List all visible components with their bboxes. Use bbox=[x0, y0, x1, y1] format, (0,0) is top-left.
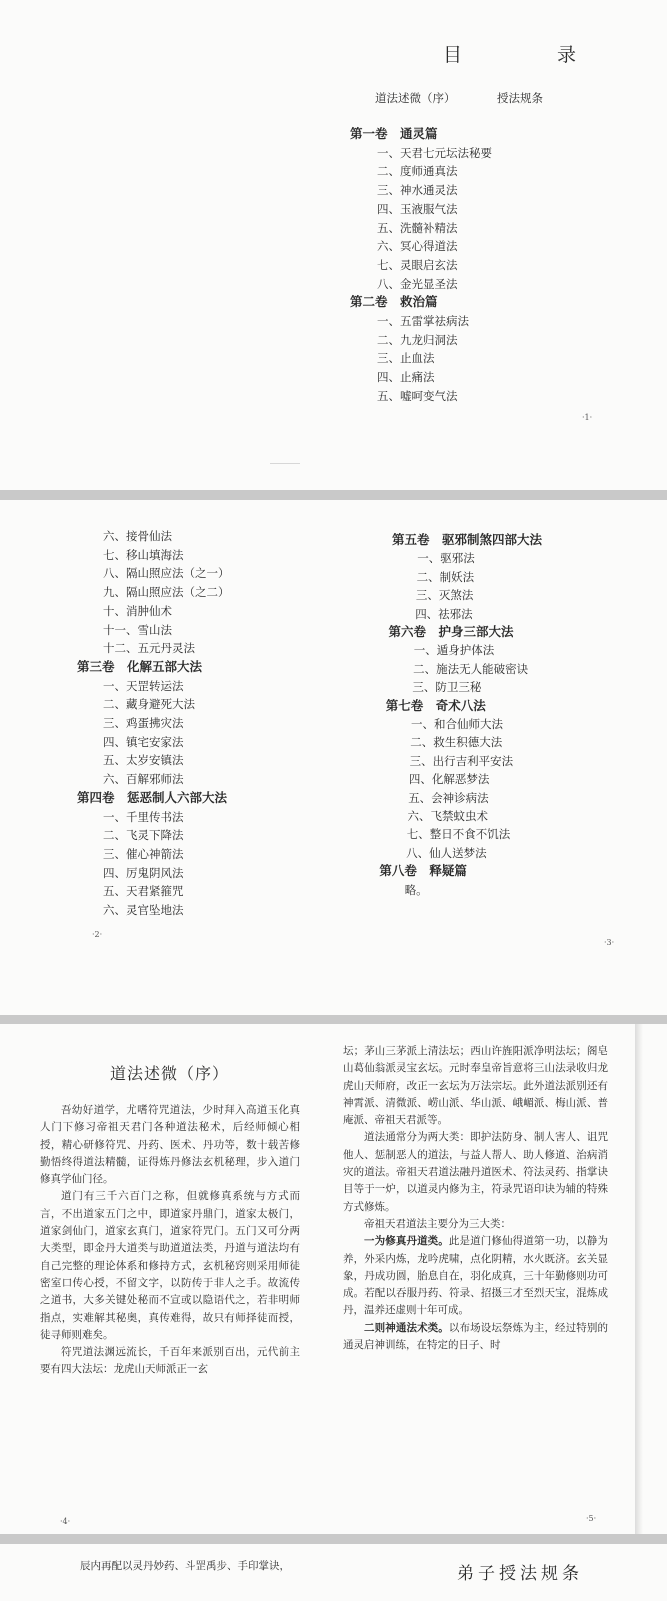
volume-heading: 第四卷 惩恶制人六部大法 bbox=[77, 789, 228, 805]
page-number-right: ·3· bbox=[604, 938, 615, 947]
toc-entry: 七、移山填海法 bbox=[103, 547, 184, 562]
toc-entry: 六、灵官坠地法 bbox=[103, 903, 184, 917]
toc-entry: 五、太岁安镇法 bbox=[103, 753, 184, 768]
preface-left-column bbox=[40, 1102, 300, 1379]
toc-entry: 七、灵眼启玄法 bbox=[377, 257, 458, 272]
toc-entry: 一、千里传书法 bbox=[103, 809, 184, 824]
toc-entry: 一、五雷掌祛病法 bbox=[377, 314, 469, 328]
toc-entry: 九、隔山照应法（之二） bbox=[103, 585, 230, 600]
toc-entry: 二、施法无人能破密诀 bbox=[413, 661, 529, 676]
toc-entry: 六、接骨仙法 bbox=[103, 529, 172, 543]
preface-title: 道法述微（序） bbox=[110, 1064, 230, 1083]
volume-heading: 第三卷 化解五部大法 bbox=[77, 658, 203, 674]
toc-entry: 二、制妖法 bbox=[416, 569, 475, 584]
page-number-left: ·2· bbox=[92, 930, 103, 939]
toc-entry: 八、仙人送梦法 bbox=[406, 845, 487, 860]
toc-preface-entry: 道法述微（序） bbox=[375, 91, 456, 105]
toc-entry: 六、百解邪师法 bbox=[103, 772, 184, 787]
toc-entry: 四、化解恶梦法 bbox=[408, 772, 490, 787]
toc-entry: 四、止痛法 bbox=[377, 370, 435, 385]
page-number-right: ·5· bbox=[586, 1514, 597, 1523]
toc-entry: 一、和合仙师大法 bbox=[411, 717, 503, 731]
page-edge-shadow bbox=[635, 1024, 643, 1534]
volume-heading: 第七卷 奇术八法 bbox=[385, 697, 486, 713]
body-text-line: 辰内再配以灵丹妙药、斗罡禹步、手印掌诀， bbox=[80, 1560, 290, 1572]
preface-paragraph: 道法通常分为两大类：即护法防身、制人害人、诅咒他人、惩制恶人的道法，与益人帮人、助人修道、治病消灾的道法。帝祖天君道法融丹道医术、符法灵药、指掌诀目等于一炉，以道灵内修为主，符录咒语印诀为辅的特殊方式修炼。 bbox=[343, 1131, 608, 1213]
preface-paragraph: 二则神通法术类。以布场设坛祭炼为主，经过特别的通灵启神训练，在特定的日子、时 bbox=[343, 1321, 609, 1352]
toc-entry: 六、冥心得道法 bbox=[377, 239, 458, 254]
toc-page-1 bbox=[0, 0, 667, 490]
page-fold-mark bbox=[270, 463, 300, 464]
toc-entry: 八、金光显圣法 bbox=[377, 276, 458, 291]
toc-entry: 八、隔山照应法（之一） bbox=[103, 566, 230, 581]
toc-entry: 三、鸡蛋拂灾法 bbox=[103, 716, 184, 730]
toc-entry: 略。 bbox=[404, 882, 428, 897]
toc-entry: 三、催心神箭法 bbox=[103, 846, 184, 861]
volume-heading: 第五卷 驱邪制煞四部大法 bbox=[392, 532, 543, 547]
toc-entry: 十一、雪山法 bbox=[103, 622, 172, 637]
paragraph-lead: 二则神通法术类。 bbox=[364, 1321, 449, 1334]
page-number-left: ·4· bbox=[60, 1517, 71, 1526]
preface-right-column bbox=[343, 1043, 608, 1354]
preface-paragraph: 吾幼好道学，尤嗜符咒道法，少时拜入高道玉化真人门下修习帝祖天君门各种道法秘术，后经师倾心相授，精心研修符咒、丹药、医术、丹功等，数十载苦修勤悟终得道法精髓，证得炼丹修法玄机秘理，步入道门修真学仙门径。 bbox=[40, 1104, 300, 1186]
toc-entry: 四、镇宅安家法 bbox=[103, 734, 184, 749]
volume-heading: 第八卷 释疑篇 bbox=[379, 863, 467, 879]
toc-entry: 一、天君七元坛法秘要 bbox=[377, 145, 492, 160]
page-number: ·1· bbox=[582, 413, 593, 422]
toc-entry: 三、防卫三秘 bbox=[412, 680, 482, 695]
rules-heading: 弟子授法规条 bbox=[457, 1564, 583, 1584]
toc-entry: 五、嘘呵变气法 bbox=[377, 388, 458, 403]
toc-entry: 四、祛邪法 bbox=[415, 606, 473, 621]
toc-entry: 十、消肿仙术 bbox=[103, 603, 172, 618]
toc-entry: 三、神水通灵法 bbox=[377, 183, 458, 198]
toc-entry: 三、灭煞法 bbox=[415, 588, 474, 603]
preface-paragraph: 符咒道法渊远流长，千百年来派别百出，元代前主要有四大法坛：龙虎山天师派正一玄 bbox=[40, 1346, 300, 1376]
toc-entry: 二、飞灵下降法 bbox=[103, 828, 184, 843]
toc-entry: 二、度师通真法 bbox=[377, 164, 458, 179]
preface-paragraph: 坛；茅山三茅派上清法坛；西山许旌阳派净明法坛；阁皂山葛仙翁派灵宝玄坛。元时奉皇帝旨意将三山法录收归龙虎山天师府，改正一玄坛为万法宗坛。此外道法派别还有神霄派、清微派、崂山派、华山派、峨嵋派、梅山派、普庵派、帝祖天君派等。 bbox=[343, 1045, 608, 1127]
toc-entry: 五、天君紧箍咒 bbox=[103, 884, 184, 899]
toc-entry: 十二、五元丹灵法 bbox=[103, 641, 195, 656]
toc-entry: 一、遁身护体法 bbox=[413, 643, 495, 658]
toc-entry: 五、洗髓补精法 bbox=[377, 220, 458, 235]
toc-title: 目 录 bbox=[443, 44, 615, 66]
rules-page-partial bbox=[0, 1544, 667, 1601]
toc-entry: 四、厉鬼阴风法 bbox=[103, 865, 184, 880]
toc-entry: 三、出行吉利平安法 bbox=[409, 753, 514, 768]
preface-paragraph: 道门有三千六百门之称，但就修真系统与方式而言，不出道家五门之中，即道家丹鼎门，道家太极门，道家剑仙门，道家玄真门，道家符咒门。五门又可分两大类型，即金丹大道类与助道道法类，丹道与道法均有自己完整的理论体系和修持方式，玄机秘窍则采用师徒密室口传心授，不留文字，以防传于非人之手。故流传之道书，大多关键处秘而不宣或以隐语代之，若非明师指点，实难解其秘奥，真传难得，故只有师择徒而授，徒寻师则难矣。 bbox=[40, 1190, 300, 1341]
toc-entry: 二、九龙归洞法 bbox=[377, 332, 458, 347]
volume-heading: 第一卷 通灵篇 bbox=[350, 126, 438, 141]
preface-page-4-5 bbox=[0, 1024, 667, 1534]
toc-rules-entry: 授法规条 bbox=[497, 91, 543, 105]
toc-entry: 七、整日不食不饥法 bbox=[406, 827, 511, 842]
volume-heading: 第二卷 救治篇 bbox=[350, 294, 438, 310]
preface-paragraph: 一为修真丹道类。此是道门修仙得道第一功，以静为养，外采内炼，龙吟虎啸，点化阴精，水火既济。玄关显象，丹成功圆，胎息自在，羽化成真，三十年勤修则功可成。若配以吞服丹药、符录、招摄三才至烈天宝，混炼成丹，温养还虚则十年可成。 bbox=[343, 1235, 609, 1317]
toc-entry: 四、玉液服气法 bbox=[377, 201, 458, 216]
toc-entry: 二、救生积德大法 bbox=[410, 735, 503, 750]
toc-entry: 二、藏身避死大法 bbox=[103, 697, 195, 712]
toc-entry: 五、会神诊病法 bbox=[408, 790, 489, 805]
toc-page-2-3 bbox=[0, 500, 667, 1015]
toc-entry: 三、止血法 bbox=[377, 351, 435, 366]
paragraph-lead: 一为修真丹道类。 bbox=[364, 1235, 449, 1248]
preface-paragraph: 帝祖天君道法主要分为三大类： bbox=[364, 1217, 511, 1230]
toc-entry: 一、天罡转运法 bbox=[103, 678, 184, 693]
toc-entry: 一、驱邪法 bbox=[417, 551, 475, 566]
toc-entry: 六、飞禁蚊虫术 bbox=[407, 809, 488, 823]
volume-heading: 第六卷 护身三部大法 bbox=[388, 624, 514, 639]
